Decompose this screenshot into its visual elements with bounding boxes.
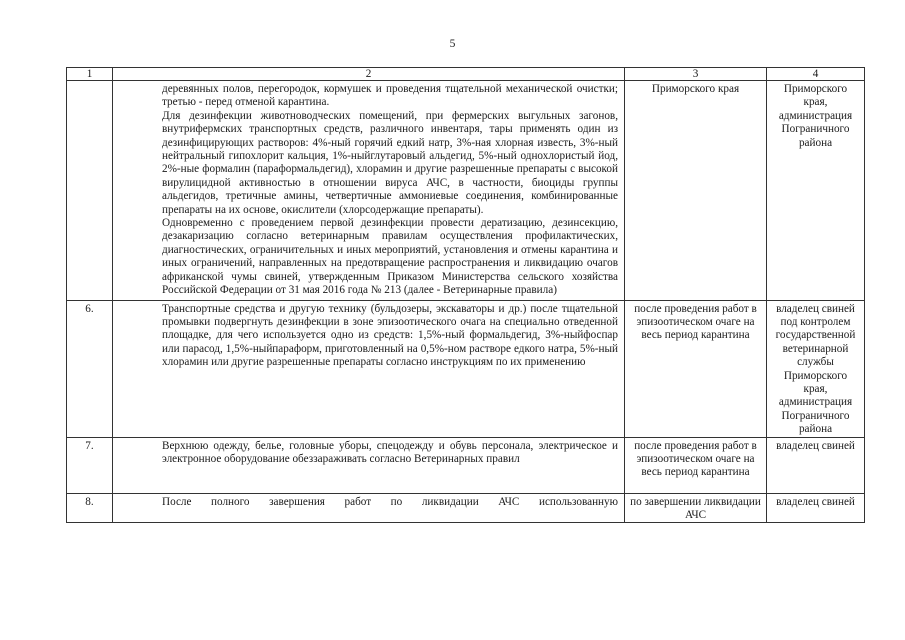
row-number xyxy=(67,81,113,301)
measure-description xyxy=(113,493,625,523)
column-header-2: 2 xyxy=(113,68,625,81)
responsible-cell: владелец свиней xyxy=(767,493,865,523)
measure-paragraph: Для дезинфекции животноводческих помещений, при фермерских выгульных загонов, внутрифермских транспортных средств, различного инвентаря, тары применять один из дезинфицирующих растворов: 4%-ный горячий едкий натр, 3%-ная хлорная известь, 3%-ный нейтральный гипохлорит кальция, 1%-ныйглутаровый альдегид, 5%-ный однохлористый йод, 2%-ные формалин (параформальдегид), хлорамин и другие разрешенные препараты с высокой вирулицидной активностью в отношении вируса АЧС, в частности, биоциды группы альдегидов, третичные амины, четвертичные аммониевые соединения, комбинированные препараты на их основе, окислители (хлорсодержащие препараты). xyxy=(162,109,618,216)
measure-paragraph: Транспортные средства и другую технику (бульдозеры, экскаваторы и др.) после тщательной промывки подвергнуть дезинфекции в зоне эпизоотического очага на специально отведенной площадке, для чего используется одно из средств: 1,5%-ный формальдегид, 3%-ныйфоспар или парасод, 1,5%-ныйпараформ, приготовленный на 0,5%-ном растворе едкого натра, 5%-ный хлорамин или другие разрешенные препараты согласно инструкциям по их применению xyxy=(162,302,618,369)
measure-paragraph: деревянных полов, перегородок, кормушек и проведения тщательной механической очистки; третью - перед отменой карантина. xyxy=(162,83,618,109)
row-number: 7. xyxy=(67,437,113,493)
deadline-cell: после проведения работ в эпизоотическом очаге на весь период карантина xyxy=(625,437,767,493)
column-header-4: 4 xyxy=(767,68,865,81)
table-row xyxy=(67,300,865,437)
responsible-cell: владелец свиней под контролем государственной ветеринарной службы Приморского края, администрация Пограничного района xyxy=(767,300,865,437)
deadline-cell: Приморского края xyxy=(625,81,767,301)
table-row xyxy=(67,437,865,493)
measure-paragraph: Одновременно с проведением первой дезинфекции провести дератизацию, дезинсекцию, дезакаризацию согласно ветеринарным правилам осуществления профилактических, диагностических, ограничительных и иных мероприятий, установления и отмены карантина и иных ограничений, направленных на предотвращение распространения и ликвидацию очагов африканской чумы свиней, утвержденным Приказом Министерства сельского хозяйства Российской Федерации от 31 мая 2016 года № 213 (далее - Ветеринарные правила) xyxy=(162,217,618,297)
measure-paragraph: После полного завершения работ по ликвидации АЧС использованную xyxy=(162,495,618,508)
measure-description xyxy=(113,300,625,437)
row-number: 8. xyxy=(67,493,113,523)
responsible-cell: Приморского края, администрация Пограничного района xyxy=(767,81,865,301)
table-header-row xyxy=(67,68,865,81)
column-header-3: 3 xyxy=(625,68,767,81)
deadline-cell: по завершении ликвидации АЧС xyxy=(625,493,767,523)
deadline-cell: после проведения работ в эпизоотическом очаге на весь период карантина xyxy=(625,300,767,437)
column-header-1: 1 xyxy=(67,68,113,81)
measure-description xyxy=(113,437,625,493)
measure-paragraph: Верхнюю одежду, белье, головные уборы, спецодежду и обувь персонала, электрическое и электронное оборудование обеззараживать согласно Ветеринарных правил xyxy=(162,439,618,465)
table-row xyxy=(67,493,865,523)
measures-table xyxy=(66,67,865,523)
page-number: 5 xyxy=(449,38,456,50)
responsible-cell: владелец свиней xyxy=(767,437,865,493)
row-number: 6. xyxy=(67,300,113,437)
measure-description xyxy=(113,81,625,301)
table-row xyxy=(67,81,865,301)
